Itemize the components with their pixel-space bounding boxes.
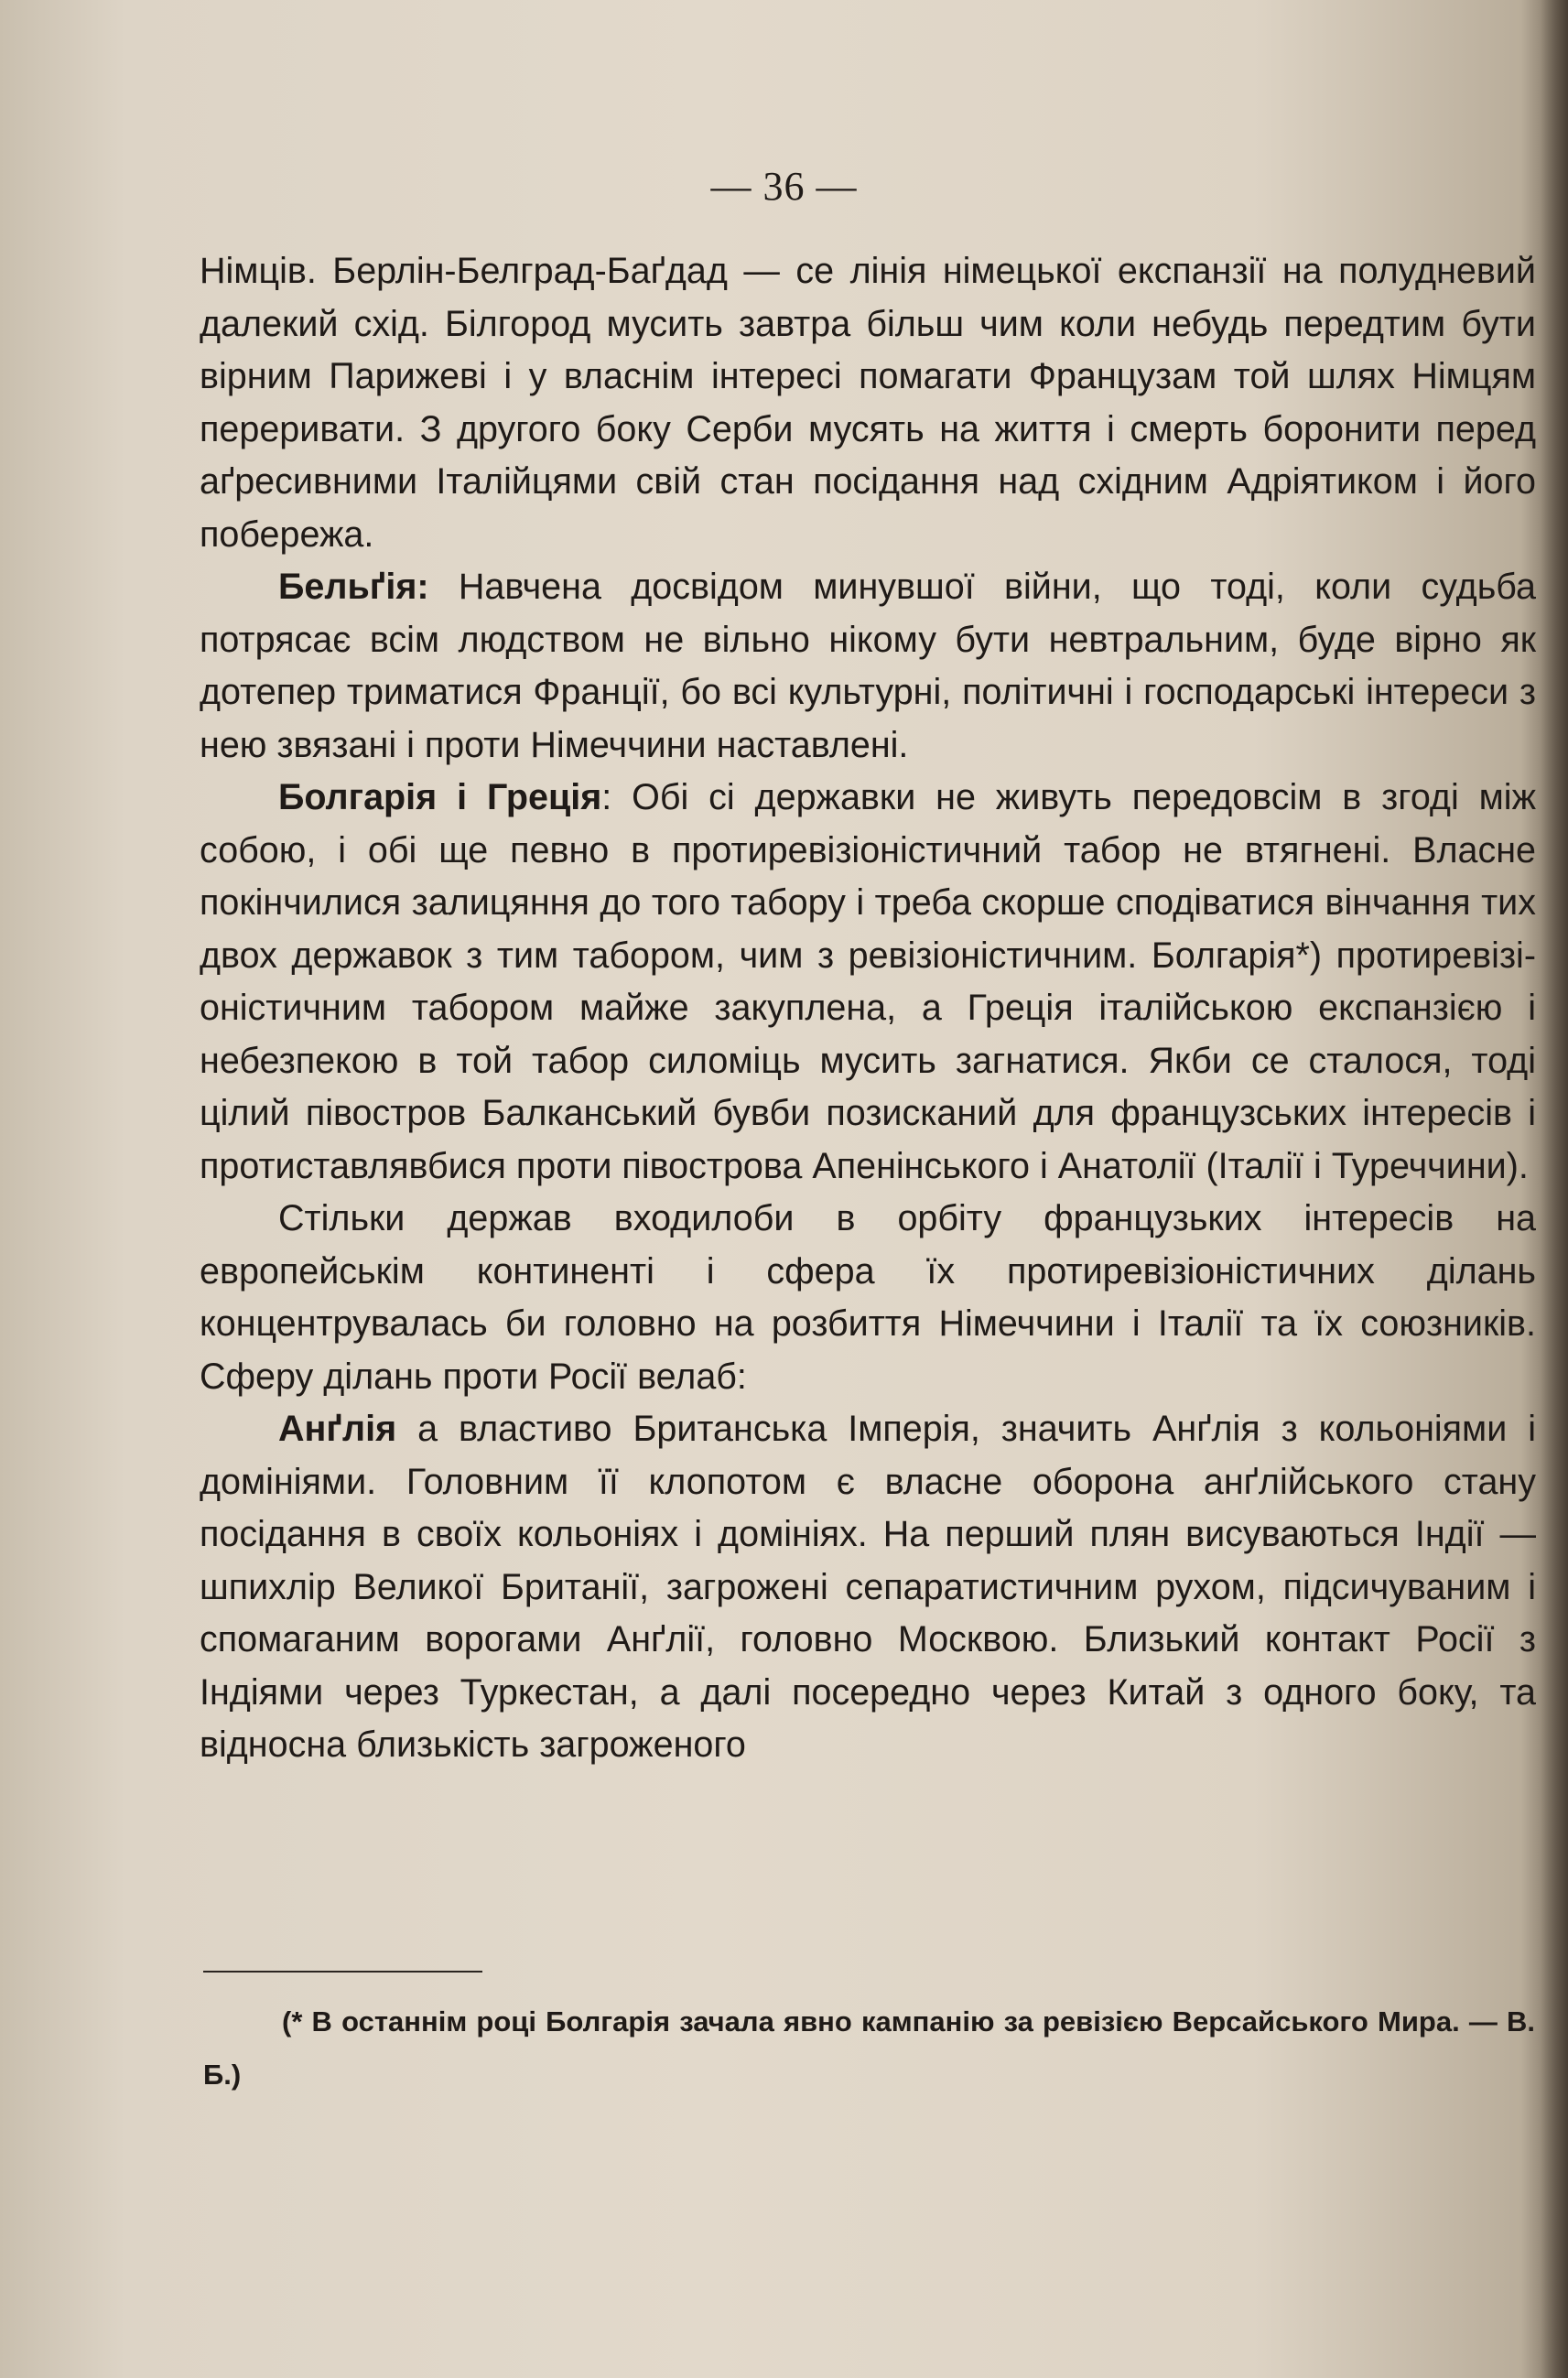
paragraph-lead-bulgaria-greece: Болгарія і Греція — [278, 777, 602, 817]
page-number: — 36 — — [710, 164, 858, 209]
paragraph-text: Навчена досвідом минувшої війни, що тоді, коли судьба потрясає всім людством не вільно нікому бути невтральним, буде вірно як дотепер триматися Франції, бо всі культурні, політичні і господарські інтереси з нею звязані і проти Німеччини наставлені. — [200, 567, 1536, 765]
paragraph-text: : Обі сі державки не живуть передовсім в згоді між собою, і обі ще певно в протиревізіоністичний табор не втягнені. Власне покінчилися залицяння до того табору і треба скорше сподіватися вінчання тих двох державок з тим табором, чим з ревізіоністичним. Болгарія*) протиревізіоністичним табором майже закуплена, а Греція італійською експанзією і небезпекою в той табор силоміць мусить загнатися. Якби се сталося, тоді цілий півостров Балканський бувби позисканий для французських інтересів і протиставлявбися проти півострова Апенінського і Анатолії (Італії і Туреччини). — [200, 777, 1536, 1186]
paragraph-text: а властиво Британська Імперія, значить Анґлія з кольоніями і домініями. Головним її клопотом є власне оборона анґлійського стану посідання в своїх кольоніях і домініях. На перший плян висуваються Індії — шпихлір Великої Британії, загрожені сепаратистичним рухом, підсичуваним і спомаганим ворогами Анґлії, головно Москвою. Близький контакт Росії з Індіями через Туркестан, а далі посередно через Китай з одного боку, та відносна близькість загроженого — [200, 1409, 1536, 1765]
paragraph-belgium — [200, 561, 1536, 772]
paragraph-text: Стільки держав входилоби в орбіту французьких інтересів на европейськім континенті і сфера їх протиревізіоністичних ділань концентрувалась би головно на розбиття Німеччини і Італії та їх союзників. Сферу ділань проти Росії велаб: — [200, 1198, 1536, 1397]
paragraph-text: Німців. Берлін-Белград-Баґдад — се лінія німецької експанзії на полудневий далекий схід. Білгород мусить завтра більш чим коли небудь передтим бути вірним Парижеві і у власнім інтересі помагати Французам той шлях Німцям переривати. З другого боку Серби мусять на життя і смерть боронити перед аґресивними Італійцями свій стан посідання над східним Адріятиком і його побережа. — [200, 251, 1536, 555]
paragraph-lead-belgium: Бельґія: — [278, 567, 429, 607]
paragraph-states-orbit — [200, 1193, 1536, 1403]
paragraph-germans — [200, 245, 1536, 561]
page-edge-shadow — [1541, 0, 1568, 2378]
paragraph-bulgaria-greece — [200, 772, 1536, 1193]
paragraph-lead-england: Анґлія — [278, 1409, 397, 1449]
body-text — [200, 245, 1536, 1772]
footnote — [203, 1995, 1535, 2102]
paragraph-england — [200, 1403, 1536, 1772]
footnote-text: (* В останнім році Болгарія зачала явно кампанію за ревізією Версайського Мира. — В. Б.) — [203, 2005, 1535, 2091]
footnote-divider — [203, 1971, 482, 1973]
